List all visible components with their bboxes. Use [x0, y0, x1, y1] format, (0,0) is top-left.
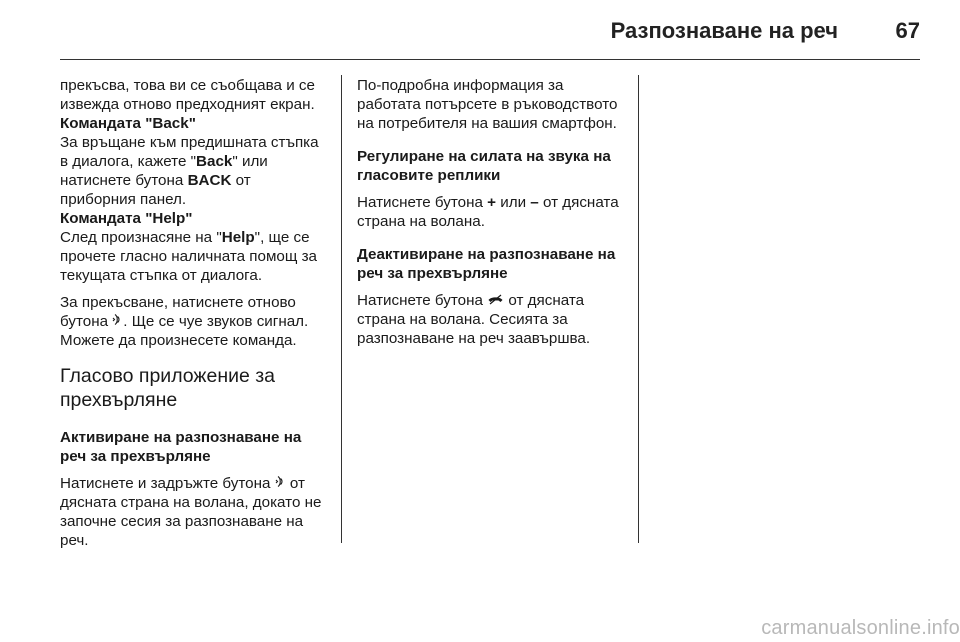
column-divider-left: [341, 75, 342, 543]
more-info-paragraph: По-подробна информация за работата потърсете в ръководството на потребителя на вашия смартфон.: [357, 77, 618, 132]
activate-text-1: Натиснете и задръжте бутона: [60, 475, 275, 492]
help-command-paragraph: [60, 228, 330, 285]
page-header: [60, 16, 920, 52]
activate-title: Активиране на разпознаване на реч за прехвърляне: [60, 429, 302, 465]
voice-icon: [112, 312, 123, 331]
deactivate-paragraph: [357, 291, 627, 348]
deactivate-text-2: от дясната страна на волана. Сесията за разпознаване на реч заавършва.: [357, 292, 591, 347]
hang-up-icon: [487, 291, 504, 310]
column-divider-right: [638, 75, 639, 543]
header-divider: [60, 59, 920, 60]
deactivate-text-1: Натиснете бутона: [357, 292, 488, 309]
back-command-paragraph: [60, 133, 330, 209]
watermark: carmanualsonline.info: [761, 617, 960, 639]
plus-symbol: +: [487, 194, 497, 211]
back-command-title: Командата "Back": [60, 115, 196, 132]
volume-text-1: Натиснете бутона: [357, 194, 488, 211]
volume-paragraph: [357, 193, 627, 231]
volume-text-2: или: [496, 194, 531, 211]
back-button-name: BACK: [187, 172, 232, 189]
activate-text-2: от дясната страна на волана, докато не започне сесия за разпознаване на реч.: [60, 475, 322, 549]
volume-text-3: от дясната страна на волана.: [357, 194, 619, 230]
intro-paragraph: прекъсва, това ви се съобщава и се извежда отново предходният екран.: [60, 77, 315, 113]
help-text-2: ", ще се прочете гласно наличната помощ за текущата стъпка от диалога.: [60, 229, 317, 284]
page-title: Разпознаване на реч: [610, 18, 838, 43]
section-title: Гласово приложение за прехвърляне: [60, 365, 276, 411]
deactivate-title: Деактивиране на разпознаване на реч за прехвърляне: [357, 246, 616, 282]
back-text-1: За връщане към предишната стъпка в диалога, кажете ": [60, 134, 319, 170]
middle-column: [357, 76, 627, 348]
left-column: [60, 76, 330, 550]
activate-paragraph: [60, 474, 330, 550]
voice-icon: [275, 474, 286, 493]
interrupt-paragraph: [60, 293, 330, 350]
help-text-1: След произнасяне на ": [60, 229, 222, 246]
interrupt-text-1: За прекъсване, натиснете отново бутона: [60, 294, 296, 330]
back-text-2: " или натиснете бутона: [60, 153, 268, 189]
back-keyword: Back: [196, 153, 233, 170]
interrupt-text-2: . Ще се чуе звуков сигнал. Можете да произнесете команда.: [60, 313, 309, 349]
help-command-title: Командата "Help": [60, 210, 193, 227]
back-text-3: от приборния панел.: [60, 172, 251, 208]
page-number: 67: [895, 18, 920, 43]
help-keyword: Help: [221, 229, 255, 246]
volume-title: Регулиране на силата на звука на гласовите реплики: [357, 148, 611, 184]
minus-symbol: –: [530, 194, 539, 211]
